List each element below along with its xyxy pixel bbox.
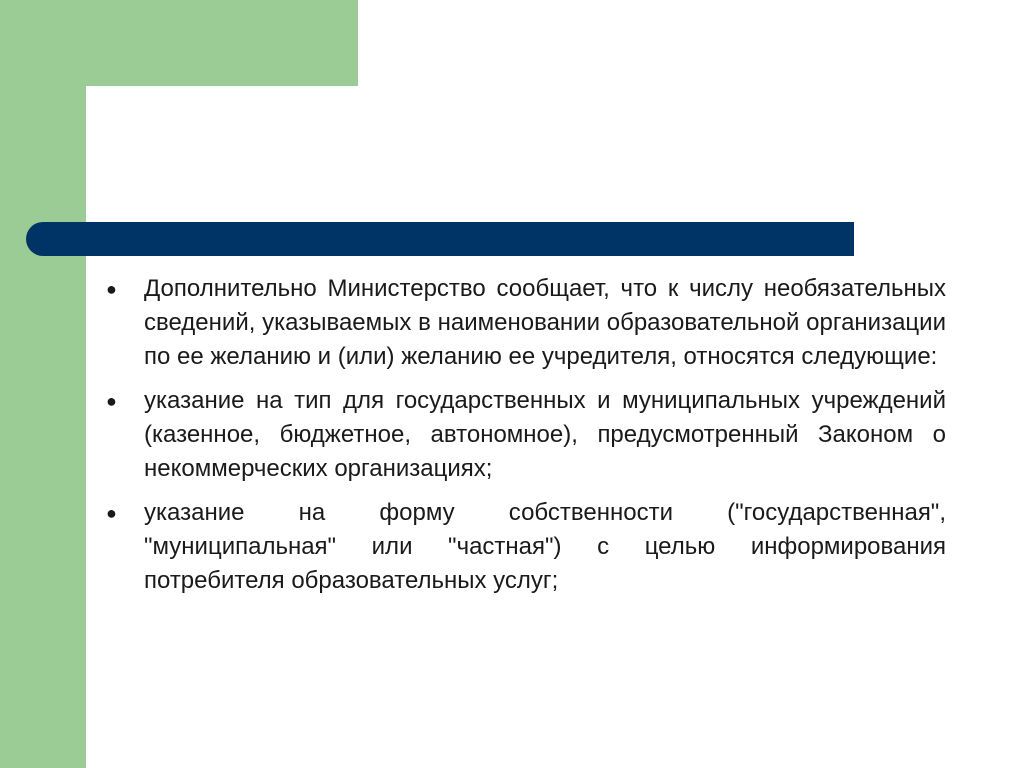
green-side-band	[0, 0, 86, 768]
bullet-dot-icon: ●	[106, 391, 117, 411]
rounded-corner-accent	[86, 86, 146, 146]
bullet-dot-icon: ●	[106, 503, 117, 523]
bullet-text: Дополнительно Министерство сообщает, что к числу необязательных сведений, указываемых в наименовании образовательной организации по ее желанию и (или) желанию ее учредителя, относятся следующие:	[144, 275, 946, 370]
green-top-band	[0, 0, 358, 86]
bullet-dot-icon: ●	[106, 279, 117, 299]
title-bar-accent	[26, 222, 854, 256]
bullet-item	[100, 272, 946, 374]
slide-body	[100, 272, 946, 608]
bullet-text: указание на тип для государственных и муниципальных учреждений (казенное, бюджетное, автономное), предусмотренный Законом о некоммерческих организациях;	[144, 387, 946, 482]
bullet-item	[100, 496, 946, 598]
bullet-text: указание на форму собственности ("государственная", "муниципальная" или "частная") с целью информирования потребителя образовательных услуг;	[144, 499, 946, 594]
bullet-item	[100, 384, 946, 486]
